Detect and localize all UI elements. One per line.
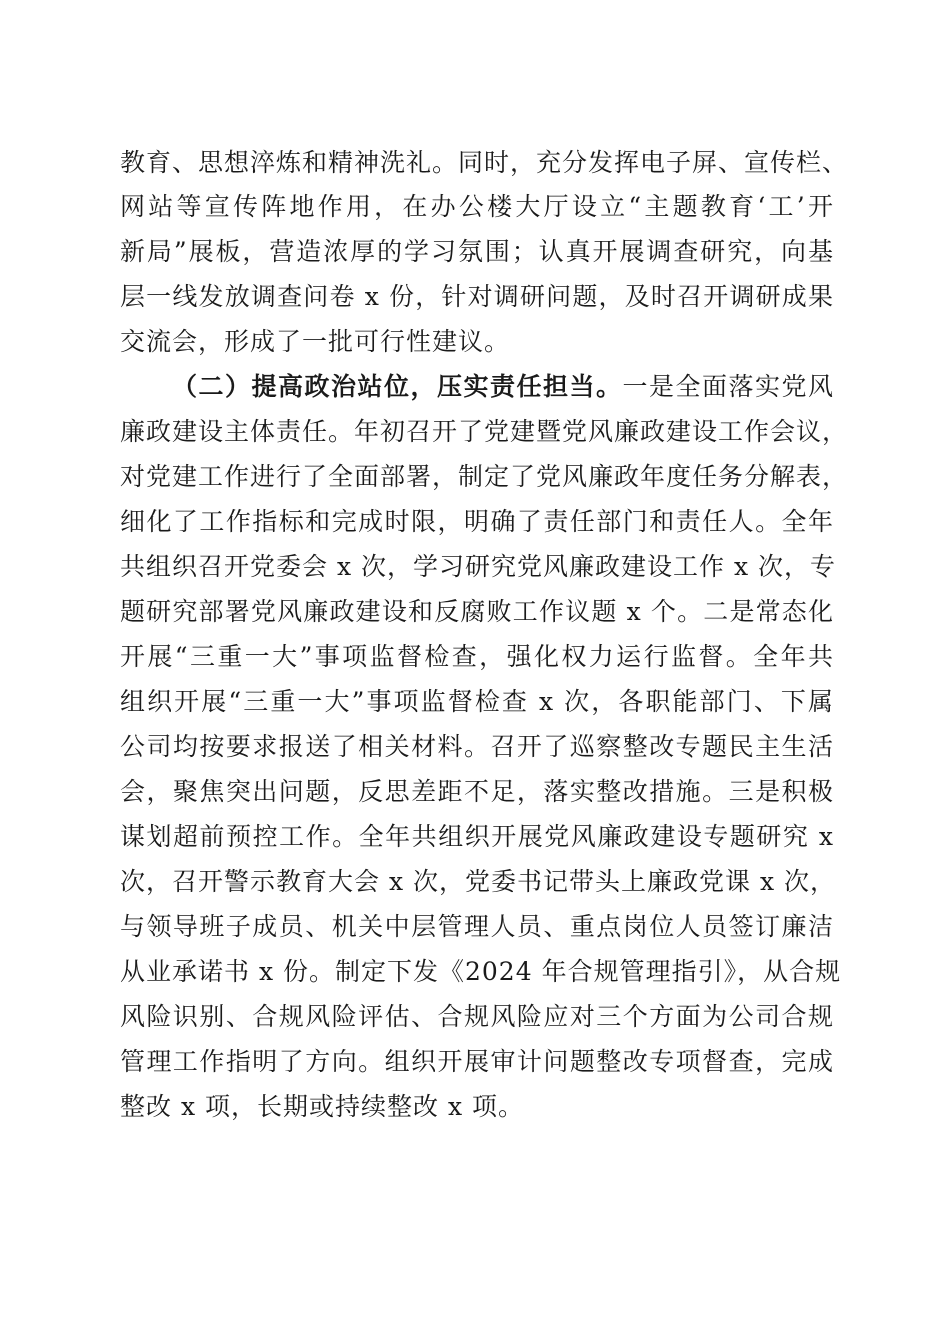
paragraph-2-line-9: 公司均按要求报送了相关材料。召开了巡察整改专题民主生活 <box>120 732 834 761</box>
paragraph-2-line-13: 与领导班子成员、机关中层管理人员、重点岗位人员签订廉洁 <box>120 912 834 941</box>
paragraph-2-line-17: 整改 x 项，长期或持续整改 x 项。 <box>120 1092 524 1121</box>
paragraph-2-line-11: 谋划超前预控工作。全年共组织开展党风廉政建设专题研究 x <box>120 822 834 851</box>
paragraph-2-line-10: 会，聚焦突出问题，反思差距不足，落实整改措施。三是积极 <box>120 777 834 806</box>
paragraph-2-line-8: 组织开展“三重一大”事项监督检查 x 次，各职能部门、下属 <box>120 687 834 716</box>
paragraph-2-line-4: 细化了工作指标和完成时限，明确了责任部门和责任人。全年 <box>120 507 834 536</box>
section-heading: （二）提高政治站位，压实责任担当。 <box>172 372 623 401</box>
paragraph-2-line-12: 次，召开警示教育大会 x 次，党委书记带头上廉政党课 x 次， <box>120 867 836 896</box>
paragraph-2-line-15: 风险识别、合规风险评估、合规风险应对三个方面为公司合规 <box>120 1002 834 1031</box>
paragraph-2-line-1 <box>172 369 834 405</box>
paragraph-1-line-1: 教育、思想淬炼和精神洗礼。同时，充分发挥电子屏、宣传栏、 <box>120 148 849 177</box>
paragraph-1-line-5: 交流会，形成了一批可行性建议。 <box>120 327 511 356</box>
paragraph-1-line-2: 网站等宣传阵地作用，在办公楼大厅设立“主题教育‘工’开 <box>120 192 834 221</box>
paragraph-1-line-3: 新局”展板，营造浓厚的学习氛围；认真开展调查研究，向基 <box>120 237 834 266</box>
paragraph-1-line-4: 层一线发放调查问卷 x 份，针对调研问题，及时召开调研成果 <box>120 282 834 311</box>
paragraph-2-line-7: 开展“三重一大”事项监督检查，强化权力运行监督。全年共 <box>120 642 834 671</box>
paragraph-2-line-1-rest: 一是全面落实党风 <box>622 372 834 401</box>
paragraph-2-line-6: 题研究部署党风廉政建设和反腐败工作议题 x 个。二是常态化 <box>120 597 834 626</box>
paragraph-2-line-3: 对党建工作进行了全面部署，制定了党风廉政年度任务分解表， <box>120 462 849 491</box>
paragraph-2-line-5: 共组织召开党委会 x 次，学习研究党风廉政建设工作 x 次，专 <box>120 552 836 581</box>
paragraph-2-line-14: 从业承诺书 x 份。制定下发《2024 年合规管理指引》，从合规 <box>120 957 842 986</box>
paragraph-2-line-2: 廉政建设主体责任。年初召开了党建暨党风廉政建设工作会议， <box>120 417 849 446</box>
paragraph-2-line-16: 管理工作指明了方向。组织开展审计问题整改专项督查，完成 <box>120 1047 834 1076</box>
